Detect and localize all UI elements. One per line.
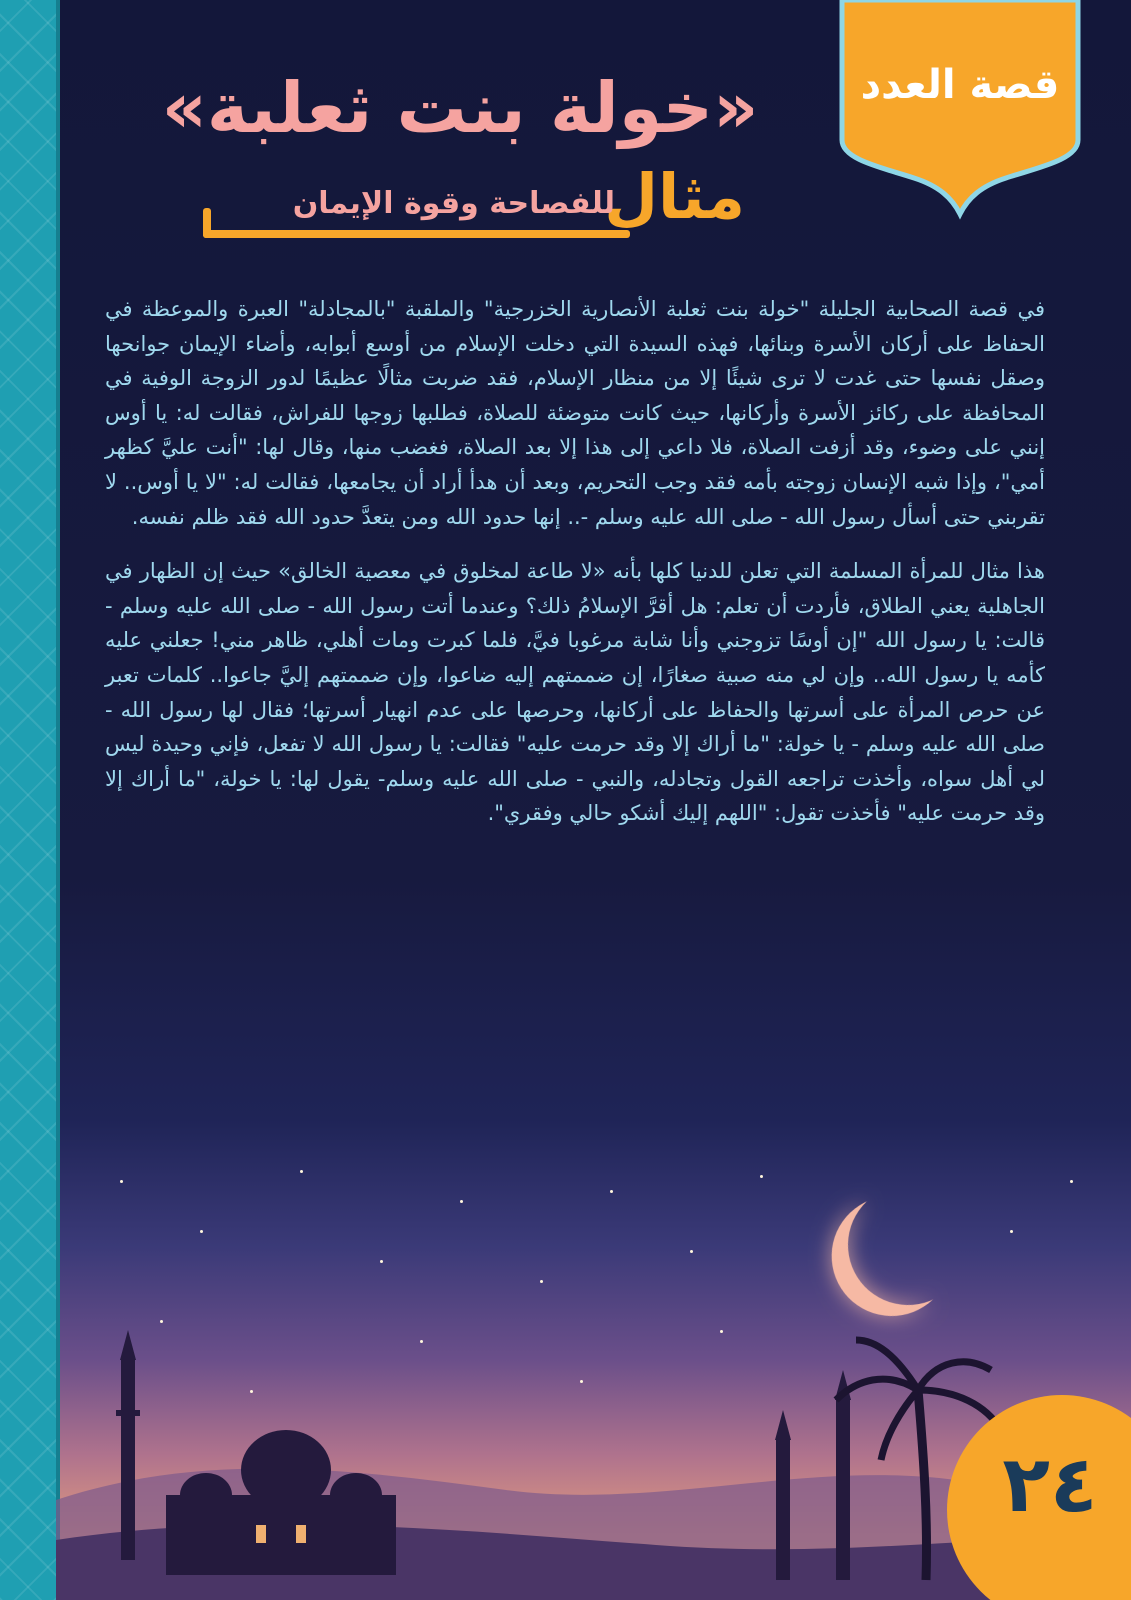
decorative-border bbox=[0, 0, 60, 1600]
page-number: ٢٤ bbox=[1002, 1440, 1098, 1530]
crescent-moon-icon bbox=[838, 1175, 977, 1314]
article-subtitle bbox=[195, 160, 755, 250]
subtitle-main-word: مثال bbox=[604, 160, 745, 233]
subtitle-rest: للفصاحة وقوة الإيمان bbox=[292, 186, 615, 221]
article-title: «خولة بنت ثعلبة» bbox=[161, 67, 759, 149]
section-badge bbox=[836, 0, 1084, 220]
section-badge-label: قصة العدد bbox=[860, 62, 1060, 108]
subtitle-underline bbox=[203, 230, 630, 238]
paragraph: في قصة الصحابية الجليلة "خولة بنت ثعلبة الأنصارية الخزرجية" والملقبة "بالمجادلة" العبرة والموعظة في الحفاظ على أركان الأسرة وبنائها، فهذه السيدة التي دخلت الإسلام من أوسع أبوابه، وأضاء الإيمان جوانحها وصقل نفسها حتى غدت لا ترى شيئًا إلا من منظار الإسلام، فقد ضربت مثالًا عظيمًا لدور الزوجة الوفية في المحافظة على ركائز الأسرة وأركانها، حيث كانت متوضئة للصلاة، فطلبها زوجها للفراش، فقالت له: يا أوس إنني على وضوء، وقد أزفت الصلاة، فلا داعي إلى هذا إلا بعد الصلاة، فغضب منها، وقال لها: "أنت عليَّ كظهر أمي"، وإذا شبه الإنسان زوجته بأمه فقد وجب التحريم، وبعد أن هدأ أراد أن يجامعها، فقالت له: "لا يا أوس.. لا تقربني حتى أسأل رسول الله - صلى الله عليه وسلم -.. إنها حدود الله ومن يتعدَّ حدود الله فقد ظلم نفسه. bbox=[105, 297, 1045, 529]
paragraph: هذا مثال للمرأة المسلمة التي تعلن للدنيا كلها بأنه «لا طاعة لمخلوق في معصية الخالق» حيث إن الظهار في الجاهلية يعني الطلاق، فأردت أن تعلم: هل أقرَّ الإسلامُ ذلك؟ وعندما أتت رسول الله - صلى الله عليه وسلم - قالت: يا رسول الله "إن أوسًا تزوجني وأنا شابة مرغوبا فيَّ، فلما كبرت ومات أهلي، ظاهر مني! جعلني عليه كأمه يا رسول الله.. وإن لي منه صبية صغارًا، إن ضممتهم إليه ضاعوا، وإن ضممتهم إليَّ جاعوا.. كلمات تعبر عن حرص المرأة على أسرتها والحفاظ على أركانها، وحرصها على عدم انهيار أسرتها؛ فقال لها رسول الله - صلى الله عليه وسلم - يا خولة: "ما أراك إلا وقد حرمت عليه" فقالت: يا رسول الله لا تفعل، فإني وحيدة ليس لي أهل سواه، وأخذت تراجعه القول وتجادله، والنبي - صلى الله عليه وسلم- يقول لها: يا خولة، "ما أراك إلا وقد حرمت عليه" فأخذت تقول: "اللهم إليك أشكو حالي وفقري". bbox=[105, 559, 1045, 826]
article-body bbox=[105, 292, 1045, 851]
